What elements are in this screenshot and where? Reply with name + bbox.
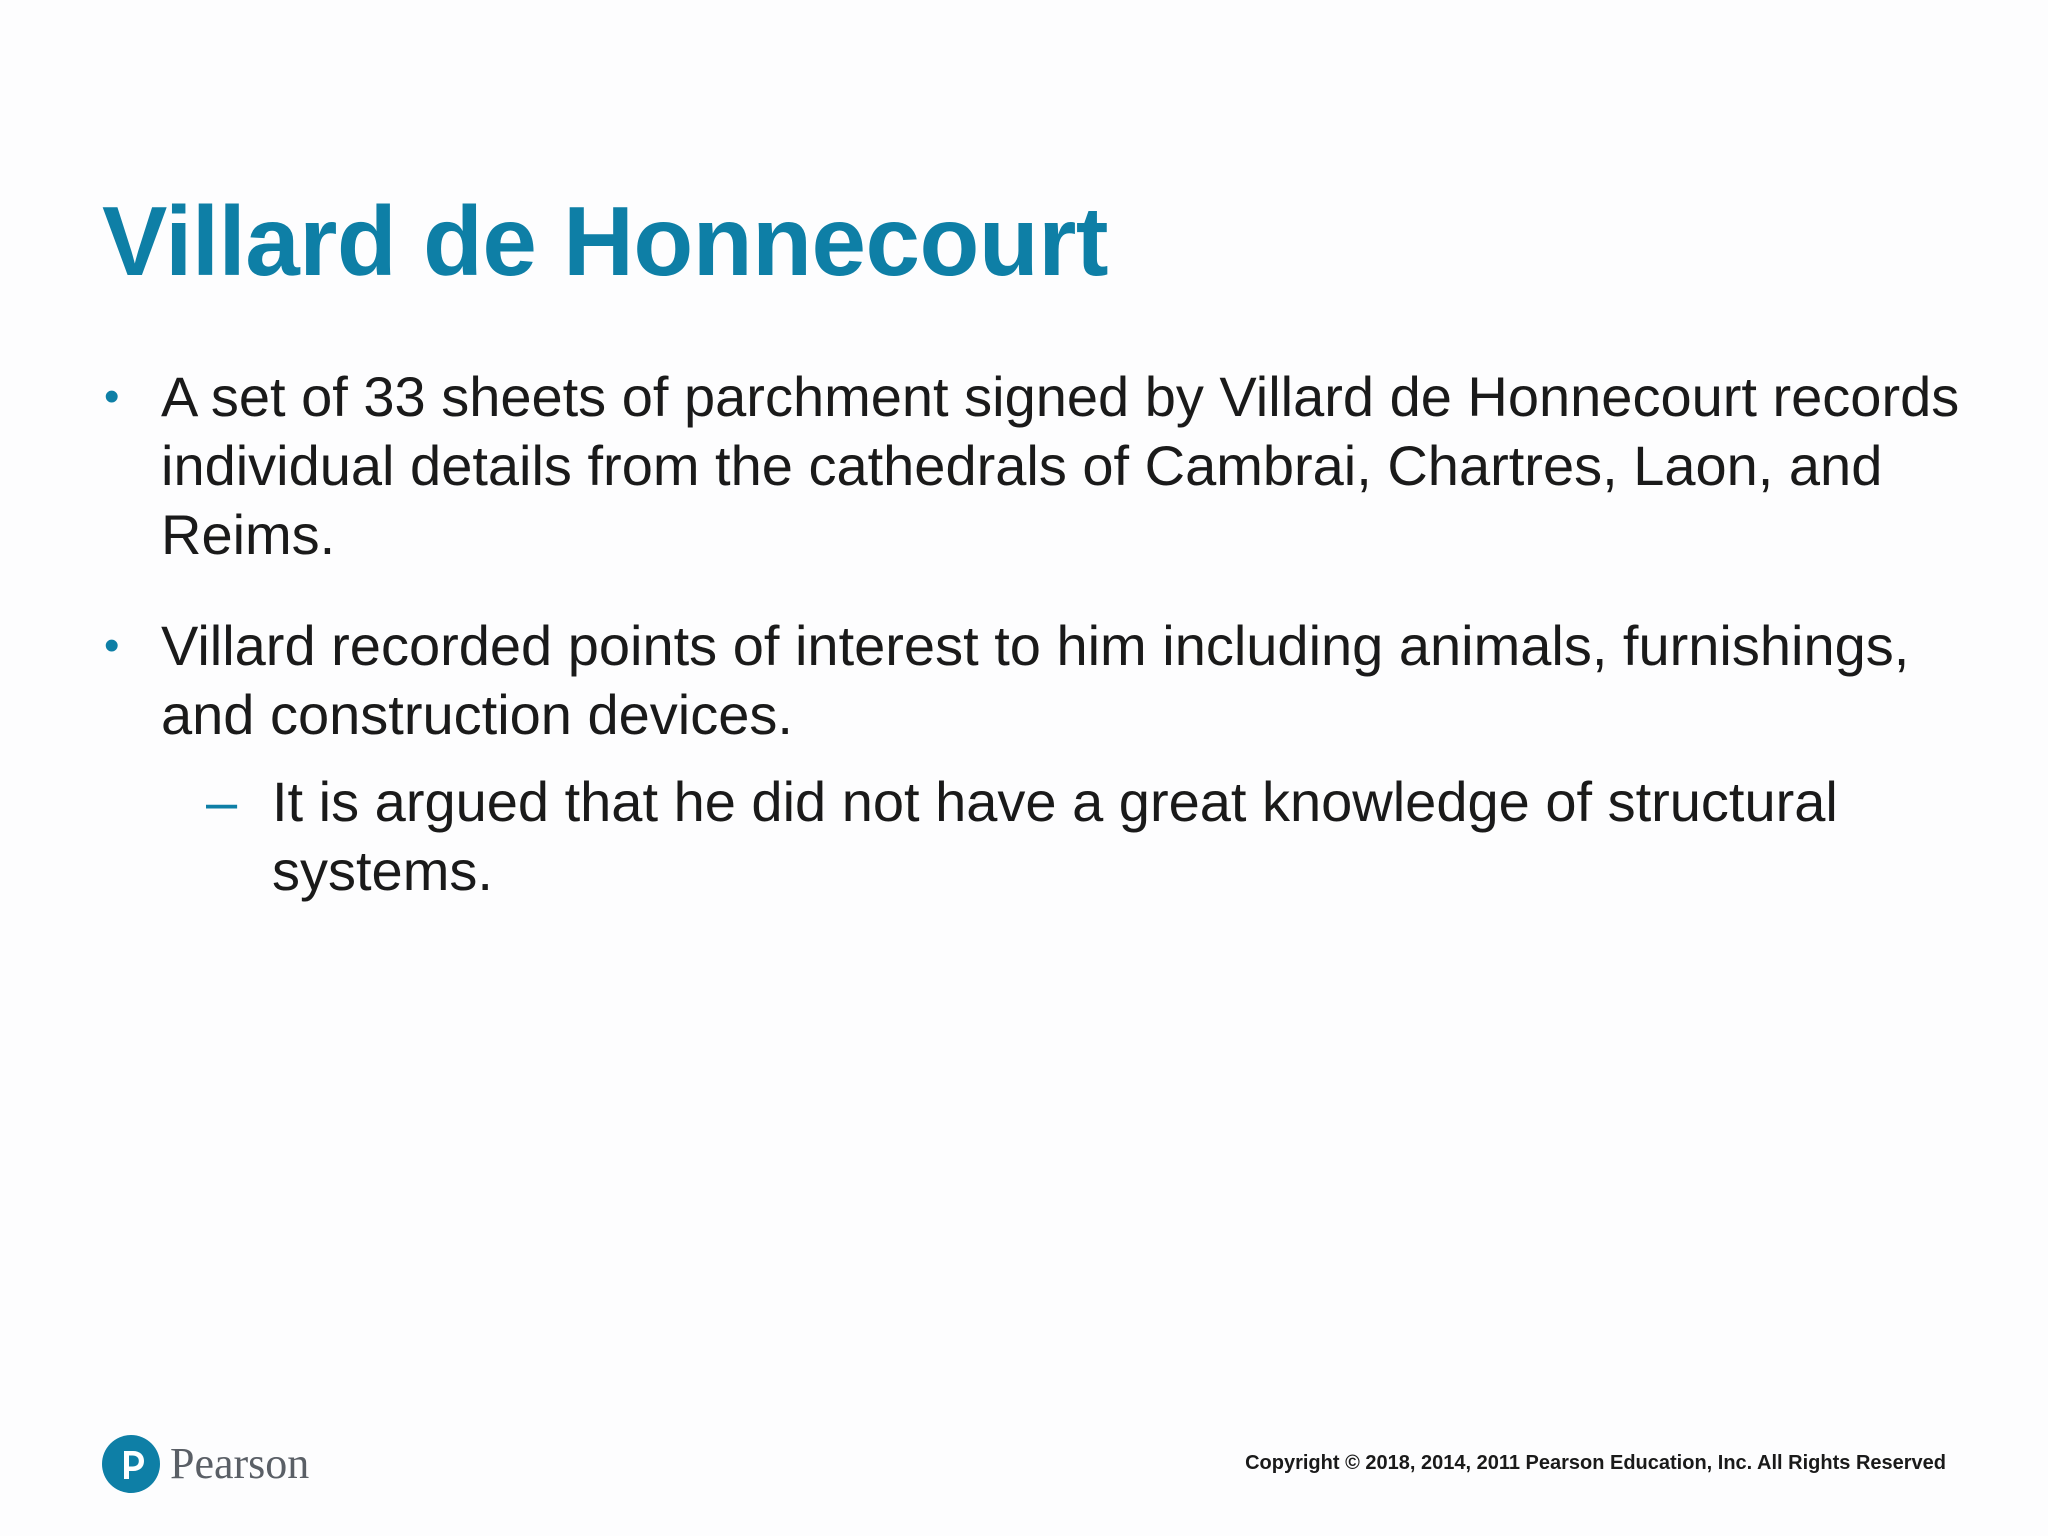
bullet-marker: •: [104, 372, 120, 421]
bullet-text: Villard recorded points of interest to him including animals, furnishings, and construction devices.: [161, 614, 1910, 746]
copyright-notice: Copyright © 2018, 2014, 2011 Pearson Education, Inc. All Rights Reserved: [1245, 1452, 1946, 1474]
sub-bullet-marker: –: [206, 770, 238, 833]
sub-bullet-text: It is argued that he did not have a great knowledge of structural systems.: [272, 770, 1838, 902]
sub-bullet-item: [160, 767, 2002, 905]
pearson-p-logo-icon: [102, 1435, 160, 1493]
pearson-logo-text: Pearson: [170, 1439, 310, 1488]
bullet-list: [102, 362, 2002, 947]
slide-title: Villard de Honnecourt: [102, 186, 1108, 296]
bullet-marker: •: [104, 621, 120, 670]
pearson-logo: [102, 1432, 309, 1496]
bullet-item: [102, 611, 2002, 905]
bullet-item: [102, 362, 2002, 569]
sub-bullet-list: [161, 767, 2002, 905]
bullet-text: A set of 33 sheets of parchment signed by Villard de Honnecourt records individual details from the cathedrals of Cambrai, Chartres, Laon, and Reims.: [161, 365, 1960, 566]
